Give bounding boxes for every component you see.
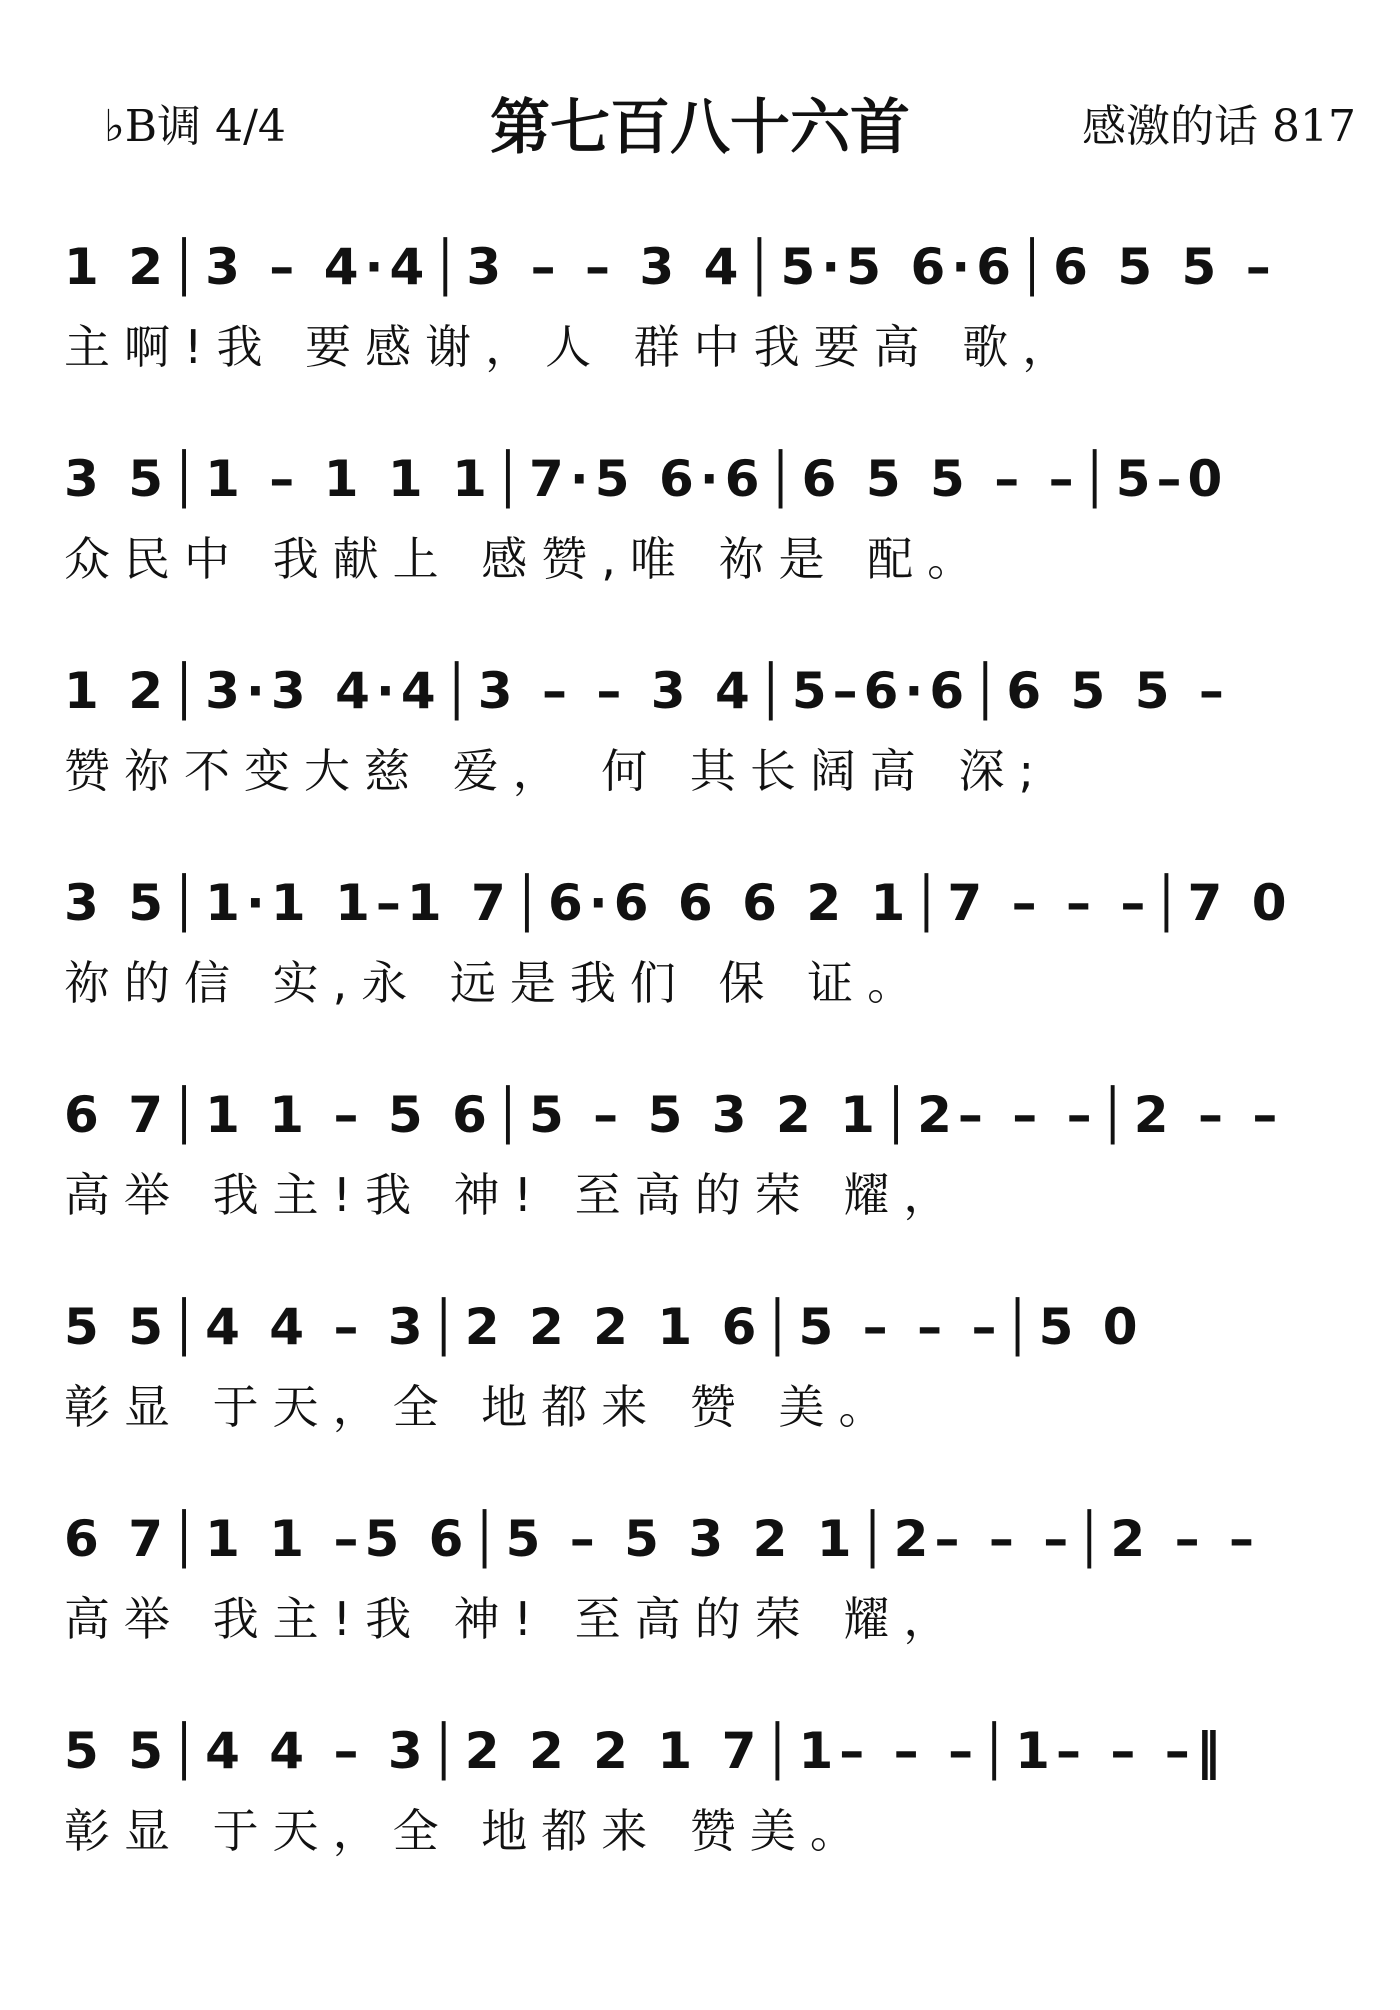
notation-line: 6 7│1 1 – 5 6│5 – 5 3 2 1│2– – –│2 – – (64, 1086, 1284, 1144)
notation-line: 5 5│4 4 – 3│2 2 2 1 6│5 – – –│5 0 (64, 1298, 1144, 1356)
score-system-2 (64, 424, 1364, 636)
lyrics-line: 彰显 于天，全 地都来 赞 美。 (64, 1380, 899, 1434)
lyrics-line: 彰显 于天，全 地都来 赞美。 (64, 1804, 870, 1858)
lyrics-line: 众民中 我献上 感赞,唯 祢是 配。 (64, 532, 988, 586)
notation-line: 3 5│1·1 1–1 7│6·6 6 6 2 1│7 – – –│7 0 (64, 874, 1293, 932)
score-system-3 (64, 636, 1364, 848)
notation-line: 5 5│4 4 – 3│2 2 2 1 7│1– – –│1– – –‖ (64, 1722, 1227, 1780)
score-system-7 (64, 1484, 1364, 1696)
key-signature: ♭B调 4/4 (104, 101, 286, 152)
score-system-8 (64, 1696, 1364, 1908)
notation-line: 6 7│1 1 –5 6│5 – 5 3 2 1│2– – –│2 – – (64, 1510, 1260, 1568)
song-title: 第七百八十六首 (490, 93, 910, 163)
notation-line: 1 2│3·3 4·4│3 – – 3 4│5–6·6│6 5 5 – (64, 662, 1230, 720)
book-reference: 感激的话 817 (1082, 101, 1356, 152)
page-header (0, 72, 1400, 162)
score-system-1 (64, 212, 1364, 424)
lyrics-line: 高举 我主!我 神! 至高的荣 耀， (64, 1168, 964, 1222)
lyrics-line: 赞祢不变大慈 爱， 何 其长阔高 深; (64, 744, 1048, 798)
lyrics-line: 主啊!我 要感谢，人 群中我要高 歌， (64, 320, 1083, 374)
score-body (64, 212, 1364, 1908)
score-system-5 (64, 1060, 1364, 1272)
lyrics-line: 祢的信 实,永 远是我们 保 证。 (64, 956, 928, 1010)
score-system-4 (64, 848, 1364, 1060)
notation-line: 3 5│1 – 1 1 1│7·5 6·6│6 5 5 – –│5–0 (64, 450, 1229, 508)
notation-line: 1 2│3 – 4·4│3 – – 3 4│5·5 6·6│6 5 5 – (64, 238, 1277, 296)
lyrics-line: 高举 我主!我 神! 至高的荣 耀， (64, 1592, 964, 1646)
score-system-6 (64, 1272, 1364, 1484)
